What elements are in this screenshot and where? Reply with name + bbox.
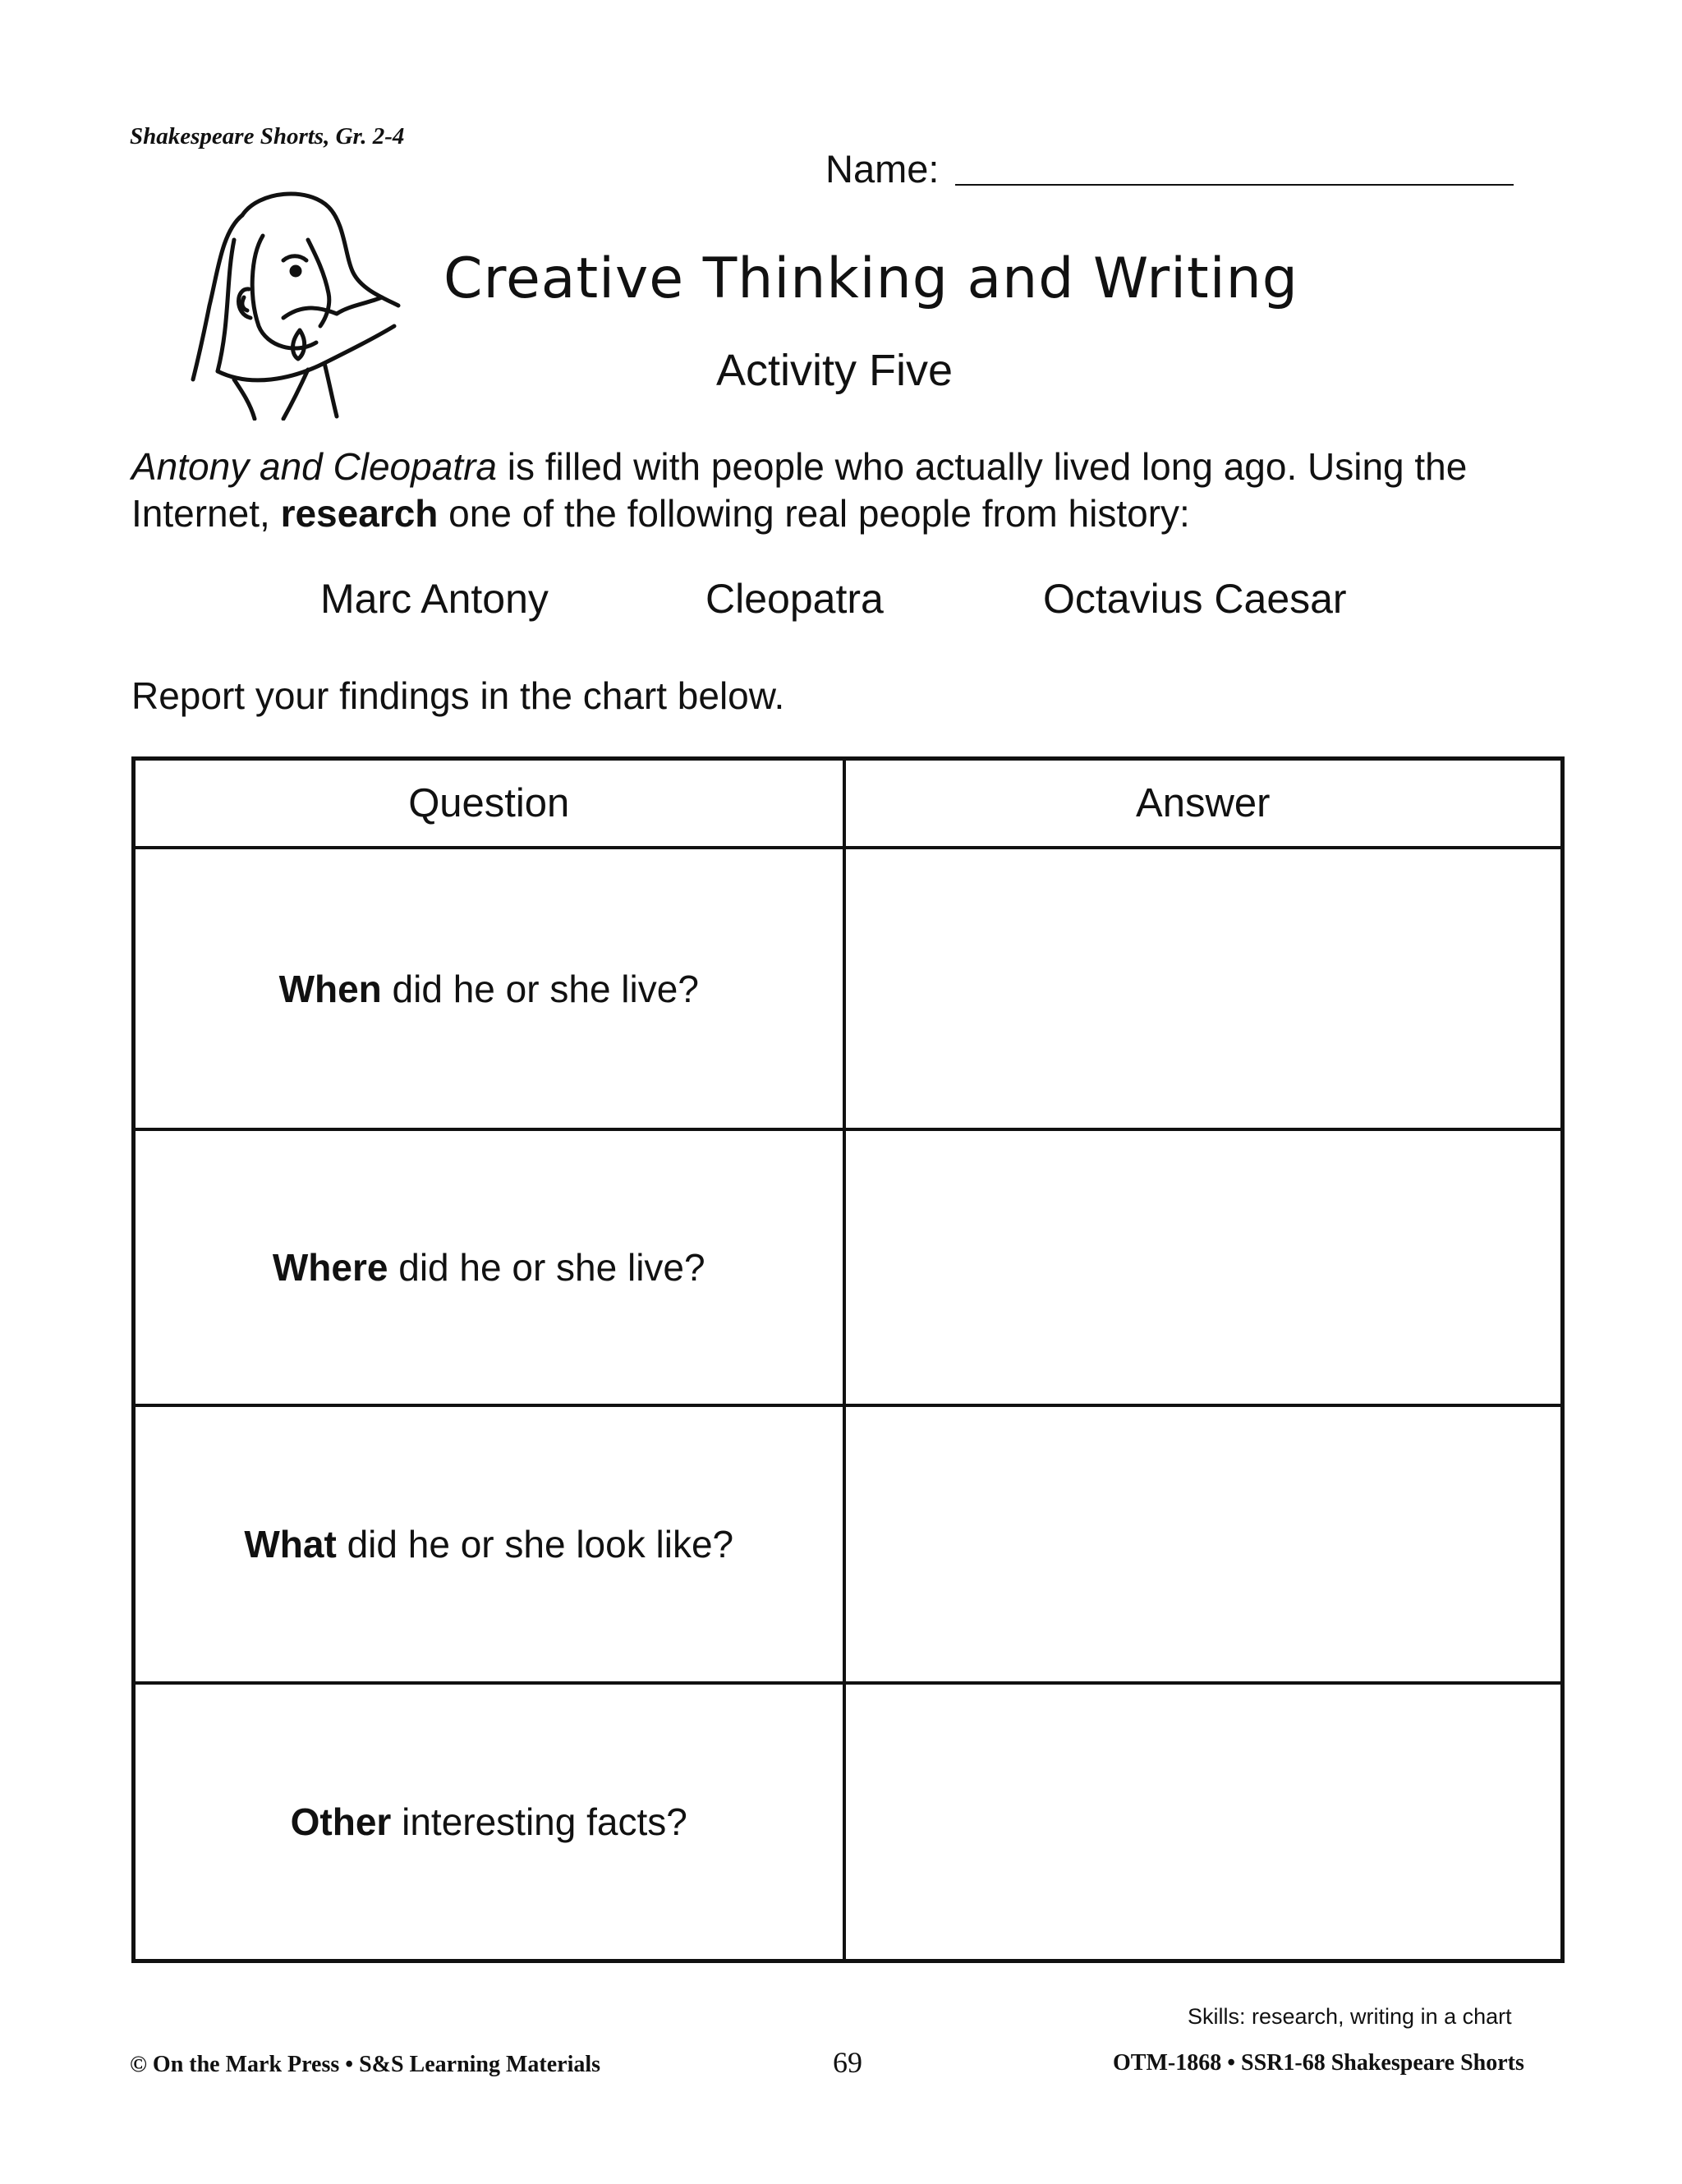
research-chart <box>131 756 1565 1963</box>
intro-paragraph <box>131 444 1495 537</box>
question-text: did he or she live? <box>388 1246 705 1289</box>
question-keyword: What <box>244 1523 337 1566</box>
intro-text-1: is filled with people who actually lived long ago. Using the Internet, <box>131 445 1468 535</box>
question-cell <box>134 1683 844 1961</box>
name-field <box>825 146 1514 192</box>
series-title: Shakespeare Shorts, Gr. 2-4 <box>130 123 405 149</box>
page-title: Creative Thinking and Writing <box>443 246 1298 311</box>
page-number: 69 <box>833 2046 862 2079</box>
play-title: Antony and Cleopatra <box>131 445 497 488</box>
question-text: did he or she live? <box>381 967 699 1010</box>
answer-cell[interactable] <box>844 1405 1563 1683</box>
copyright-footer: © On the Mark Press • S&S Learning Materials <box>130 2052 601 2077</box>
intro-emphasis: research <box>280 492 439 535</box>
question-cell <box>134 1129 844 1405</box>
answer-cell[interactable] <box>844 1683 1563 1961</box>
name-label: Name: <box>825 147 940 191</box>
report-instruction: Report your findings in the chart below. <box>131 674 785 717</box>
table-row <box>134 1129 1563 1405</box>
column-header-answer: Answer <box>844 759 1563 848</box>
question-keyword: Other <box>290 1800 392 1843</box>
table-header-row <box>134 759 1563 848</box>
question-text: interesting facts? <box>391 1800 687 1843</box>
name-line <box>955 183 1514 186</box>
person-name: Octavius Caesar <box>1043 576 1347 622</box>
intro-text-2: one of the following real people from history: <box>438 492 1190 535</box>
activity-subtitle: Activity Five <box>716 346 954 395</box>
question-keyword: Where <box>272 1246 388 1289</box>
question-text: did he or she look like? <box>336 1523 734 1566</box>
column-header-question: Question <box>134 759 844 848</box>
answer-cell[interactable] <box>844 1129 1563 1405</box>
shakespeare-portrait-icon <box>185 182 411 421</box>
person-name: Cleopatra <box>705 576 884 622</box>
product-code: OTM-1868 • SSR1-68 Shakespeare Shorts <box>1113 2050 1524 2076</box>
answer-cell[interactable] <box>844 848 1563 1129</box>
question-keyword: When <box>278 967 382 1010</box>
table-row <box>134 848 1563 1129</box>
question-cell <box>134 848 844 1129</box>
person-name: Marc Antony <box>320 576 549 622</box>
table-row <box>134 1405 1563 1683</box>
table-row <box>134 1683 1563 1961</box>
people-list <box>320 575 1347 623</box>
skills-note: Skills: research, writing in a chart <box>1188 2004 1512 2029</box>
question-cell <box>134 1405 844 1683</box>
